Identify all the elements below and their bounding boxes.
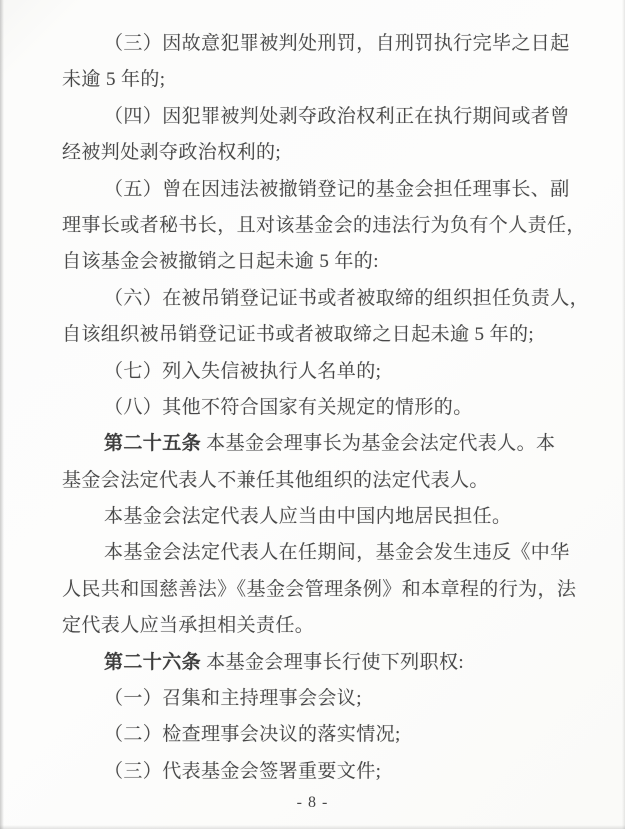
line-text: （三）代表基金会签署重要文件; <box>104 760 382 782</box>
line-text: 定代表人应当承担相关责任。 <box>62 615 315 637</box>
document-line <box>62 172 570 208</box>
page-number: - 8 - <box>296 794 329 811</box>
document-line <box>62 608 567 644</box>
document-line <box>62 499 567 535</box>
line-text: 本基金会理事长行使下列职权: <box>201 651 465 673</box>
document-line <box>62 681 567 717</box>
document-line <box>62 463 567 499</box>
document-line <box>62 572 577 608</box>
document-line <box>62 717 567 753</box>
document-body <box>62 26 590 790</box>
document-line <box>62 26 570 62</box>
document-line <box>62 645 567 681</box>
line-text: （五）曾在因违法被撤销登记的基金会担任理事长、副 <box>104 178 570 200</box>
line-text: （一）召集和主持理事会会议; <box>104 688 362 710</box>
line-text: 本基金会法定代表人在任期间，基金会发生违反《中华 <box>104 542 570 564</box>
line-text: （七）列入失信被执行人名单的; <box>104 360 382 382</box>
line-text: 自该组织被吊销登记证书或者被取缔之日起未逾 5 年的; <box>62 324 535 346</box>
scan-edge-bottom <box>0 825 625 829</box>
line-text: （二）检查理事会决议的落实情况; <box>104 724 401 746</box>
document-line <box>62 317 567 353</box>
line-text: （八）其他不符合国家有关规定的情形的。 <box>104 396 473 418</box>
article-number: 第二十六条 <box>104 651 202 673</box>
line-text: （六）在被吊销登记证书或者被取缔的组织担任负责人， <box>104 287 590 309</box>
line-text: 理事长或者秘书长，且对该基金会的违法行为负有个人责任， <box>62 214 586 236</box>
scan-edge-left <box>0 0 4 829</box>
line-text: 基金会法定代表人不兼任其他组织的法定代表人。 <box>62 469 489 491</box>
line-text: 未逾 5 年的; <box>62 69 166 91</box>
document-line <box>62 135 567 171</box>
document-line <box>62 244 567 280</box>
line-text: 经被判处剥夺政治权利的; <box>62 142 282 164</box>
document-line <box>62 99 570 135</box>
line-text: 自该基金会被撤销之日起未逾 5 年的: <box>62 251 379 273</box>
document-line <box>62 354 567 390</box>
document-line <box>62 62 567 98</box>
line-text: 本基金会法定代表人应当由中国内地居民担任。 <box>104 506 512 528</box>
line-text: （四）因犯罪被判处剥夺政治权利正在执行期间或者曾 <box>104 105 570 127</box>
line-text: （三）因故意犯罪被判处刑罚，自刑罚执行完毕之日起 <box>104 33 570 54</box>
document-line <box>62 208 586 244</box>
document-line <box>62 426 567 462</box>
line-text: 人民共和国慈善法》《基金会管理条例》和本章程的行为，法 <box>62 578 577 600</box>
article-number: 第二十五条 <box>104 433 202 455</box>
line-text: 本基金会理事长为基金会法定代表人。本 <box>201 433 556 455</box>
document-line <box>62 535 570 571</box>
document-line <box>62 390 567 426</box>
document-line <box>62 754 567 790</box>
document-line <box>62 281 590 317</box>
